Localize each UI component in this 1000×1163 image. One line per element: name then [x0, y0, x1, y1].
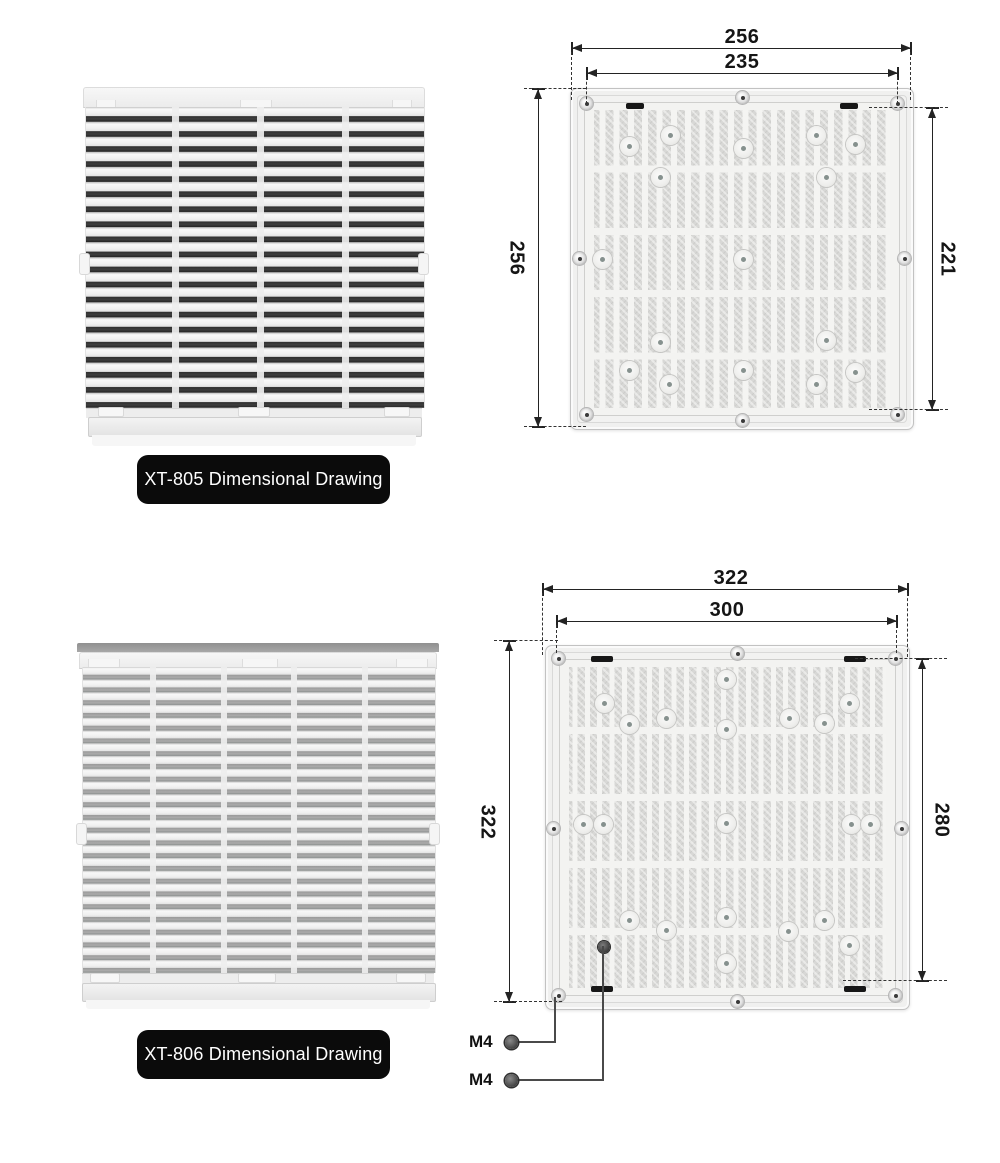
filter-clip [717, 908, 736, 927]
model-label-text: XT-805 Dimensional Drawing [144, 469, 383, 489]
extension-line [907, 593, 908, 657]
bottom-tab [98, 407, 124, 417]
louver-column-divider [291, 667, 297, 973]
dim-line-inner-width [587, 73, 898, 74]
filter-clip [651, 168, 670, 187]
dim-inner-width-value: 235 [724, 51, 760, 73]
filter-clip [620, 715, 639, 734]
model-label-text: XT-806 Dimensional Drawing [144, 1044, 383, 1064]
filter-clip [661, 126, 680, 145]
leader-line [602, 946, 604, 1080]
extension-line [571, 52, 572, 100]
dim-line-outer-width [543, 589, 908, 590]
filter-clip [840, 936, 859, 955]
extension-line [843, 980, 947, 981]
retainer-clip-dark [626, 103, 644, 109]
xt806-front-photo [76, 643, 440, 1009]
filter-clip [815, 911, 834, 930]
louver-column-divider [257, 107, 264, 408]
filter-clip [595, 694, 614, 713]
filter-clip [717, 670, 736, 689]
louver-grille [82, 667, 436, 973]
extension-line [542, 593, 543, 655]
corner-screw [580, 408, 593, 421]
extension-line [896, 625, 897, 653]
filter-clip [657, 709, 676, 728]
bottom-tab [238, 407, 270, 417]
louver-column-divider [172, 107, 179, 408]
filter-clip [861, 815, 880, 834]
retainer-clip-dark [844, 986, 866, 992]
extension-line [855, 658, 947, 659]
louver-grille [85, 107, 425, 408]
louver-column-divider [150, 667, 156, 973]
dim-outer-height-value: 322 [476, 804, 499, 840]
louver-column-divider [221, 667, 227, 973]
side-clip-tab [429, 823, 440, 845]
dim-line-inner-height [932, 108, 933, 410]
grille-pedestal [92, 435, 416, 446]
grille-pedestal [86, 1000, 430, 1009]
filter-clip [807, 375, 826, 394]
side-clip-tab [418, 253, 429, 275]
filter-clip [657, 921, 676, 940]
filter-clip [620, 911, 639, 930]
filter-clip [815, 714, 834, 733]
filter-clip [620, 361, 639, 380]
extension-line [494, 640, 558, 641]
edge-screw [736, 91, 749, 104]
filter-clip [717, 954, 736, 973]
louver-column-divider [362, 667, 368, 973]
extension-line [897, 77, 898, 104]
retainer-clip-dark [591, 656, 613, 662]
dim-inner-height-value: 280 [930, 802, 953, 838]
extension-line [494, 1001, 562, 1002]
corner-screw [552, 652, 565, 665]
edge-screw [736, 414, 749, 427]
dim-outer-height-value: 256 [505, 240, 528, 276]
extension-line [524, 426, 586, 427]
bottom-tab [396, 973, 426, 983]
filter-clip [817, 168, 836, 187]
filter-clip [846, 135, 865, 154]
model-label-badge [137, 1030, 390, 1079]
retainer-clip-dark [840, 103, 858, 109]
extension-line [524, 88, 586, 89]
corner-screw [889, 989, 902, 1002]
filter-clip [779, 922, 798, 941]
grille-base [88, 417, 422, 437]
model-label-badge [137, 455, 390, 504]
edge-screw [573, 252, 586, 265]
edge-screw [898, 252, 911, 265]
extension-line [869, 107, 948, 108]
m4-hole-marker [598, 941, 610, 953]
dim-inner-height-value: 221 [936, 241, 959, 277]
dim-line-inner-height [922, 659, 923, 981]
extension-line [586, 77, 587, 104]
extension-line [556, 625, 557, 653]
thread-label-m4-top: M4 [469, 1032, 493, 1051]
edge-screw [895, 822, 908, 835]
edge-screw [731, 995, 744, 1008]
filter-clip [734, 361, 753, 380]
bottom-tab [90, 973, 120, 983]
bottom-tab [384, 407, 410, 417]
bottom-tab [238, 973, 276, 983]
filter-clip [717, 720, 736, 739]
xt806-rear-diagram [545, 645, 910, 1010]
dim-line-outer-width [572, 48, 911, 49]
extension-line [869, 409, 948, 410]
dim-line-inner-width [557, 621, 897, 622]
leader-dot [505, 1074, 518, 1087]
xt805-front-photo [80, 85, 428, 447]
xt805-rear-diagram [570, 88, 914, 430]
extension-line [910, 52, 911, 100]
thread-label-m4-bottom: M4 [469, 1070, 493, 1089]
dim-inner-width-value: 300 [709, 599, 745, 621]
filter-clip [660, 375, 679, 394]
filter-clip [594, 815, 613, 834]
filter-clip [734, 250, 753, 269]
dim-line-outer-height [509, 641, 510, 1002]
dim-outer-width-value: 256 [724, 26, 760, 48]
edge-screw [547, 822, 560, 835]
leader-dot [505, 1036, 518, 1049]
filter-clip [840, 694, 859, 713]
side-clip-tab [79, 253, 90, 275]
filter-clip [651, 333, 670, 352]
filter-clip [593, 250, 612, 269]
filter-clip [817, 331, 836, 350]
grille-top-edge [77, 643, 439, 652]
leader-line [511, 1079, 604, 1081]
filter-clip [842, 815, 861, 834]
filter-clip [717, 814, 736, 833]
louver-column-divider [342, 107, 349, 408]
edge-screw [731, 647, 744, 660]
filter-clip [807, 126, 826, 145]
filter-clip [780, 709, 799, 728]
side-clip-tab [76, 823, 87, 845]
filter-clip [846, 363, 865, 382]
filter-clip [734, 139, 753, 158]
leader-line [554, 997, 556, 1042]
filter-clip [574, 815, 593, 834]
dim-line-outer-height [538, 89, 539, 427]
filter-clip [620, 137, 639, 156]
dim-outer-width-value: 322 [713, 567, 749, 589]
retainer-clip-dark [844, 656, 866, 662]
